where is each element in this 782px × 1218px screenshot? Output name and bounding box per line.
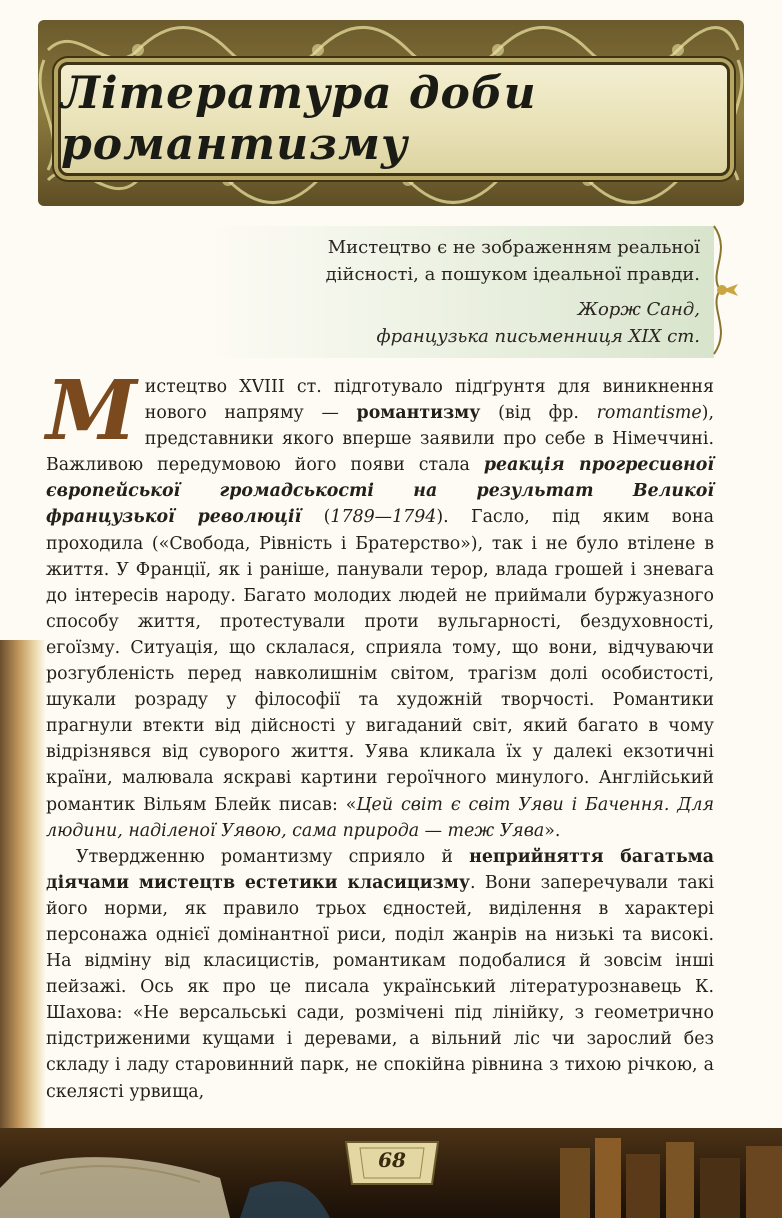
article-body: [46, 363, 715, 1105]
text-run: (: [301, 507, 331, 528]
epigraph-author-desc: французька письменниця XIX ст.: [376, 326, 700, 347]
blake-quote: Цей світ є світ Уяви і Бачення. Для людини, наділеної Уявою, сама природа — теж Уява: [46, 794, 714, 841]
emphasis-rejection: неприйняття багатьма діячами мистецтв естетики класицизму: [46, 846, 714, 893]
flourish-icon: [706, 222, 742, 358]
epigraph-quote: [326, 234, 700, 288]
epigraph-box: [206, 226, 714, 358]
term-romanticism: романтизму: [356, 403, 481, 424]
date-range: 1789—1794: [330, 507, 437, 528]
text-run: ). Гасло, під яким вона проходила («Свобода, Рівність і Братерство»), так і не було втілене в життя. У Франції, як і раніше, панували терор, влада грошей і зневага до інтересів народу. Багато молодих людей не приймали буржуазного способу життя, протестували проти вульгарності, бездуховності, егоїзму. Ситуація, що склалася, сприяла тому, що вони, відчуваючи розгубленість перед навколишнім світом, трагізм долі особистості, шукали розраду у філософії та художній творчості. Романтики прагнули втекти від дійсності у вигаданий світ, який багато в чому відрізнявся від суворого життя. Уява кликала їх у далекі екзотичні країни, малювала яскраві картини героїчного минулого. Англійський романтик Вільям Блейк писав: «: [46, 507, 714, 815]
paragraph-1: [46, 363, 714, 844]
epigraph-quote-line2: дійсності, а пошуком ідеальної правди.: [325, 264, 700, 285]
side-painting: [0, 640, 46, 1160]
text-run: Утвердженню романтизму сприяло й: [76, 846, 470, 867]
drop-cap: М: [46, 363, 137, 459]
text-run: истецтво XVIII ст. підготувало підґрунтя для виникнення нового напряму —: [144, 377, 714, 424]
epigraph-quote-line1: Мистецтво є не зображенням реальної: [327, 237, 700, 258]
title-plate: [58, 62, 730, 176]
text-run: ».: [544, 820, 561, 841]
page-title: Література доби романтизму: [61, 68, 537, 170]
text-run: (від фр.: [480, 403, 597, 424]
epigraph-attribution: [377, 296, 701, 350]
text-run: ), представники якого вперше заявили про себе в Німеччині. Важливою передумовою його появи стала: [46, 403, 714, 476]
emphasis-reaction: реакція прогресивної європейської громадськості на результат Великої французької революції: [46, 455, 714, 528]
page-number: 68: [378, 1148, 406, 1172]
text-run: . Вони заперечували такі його норми, як правило трьох єдностей, виділення в характері персонажа однієї домінантної риси, поділ жанрів на низькі та високі. На відміну від класицистів, романтикам подобалися й зовсім інші пейзажі. Ось як про це писала український літературознавець К. Шахова: «Не версальські сади, розмічені під лінійку, з геометрично підстриженими кущами і деревами, а вільний ліс чи зарослий без складу і ладу старовинний парк, не спокійна рівнина з тихою річкою, а скелясті урвища,: [46, 872, 715, 1102]
term-romantisme: romantisme: [596, 403, 702, 424]
paragraph-2: [46, 844, 714, 1105]
epigraph-author: Жорж Санд,: [577, 299, 700, 320]
